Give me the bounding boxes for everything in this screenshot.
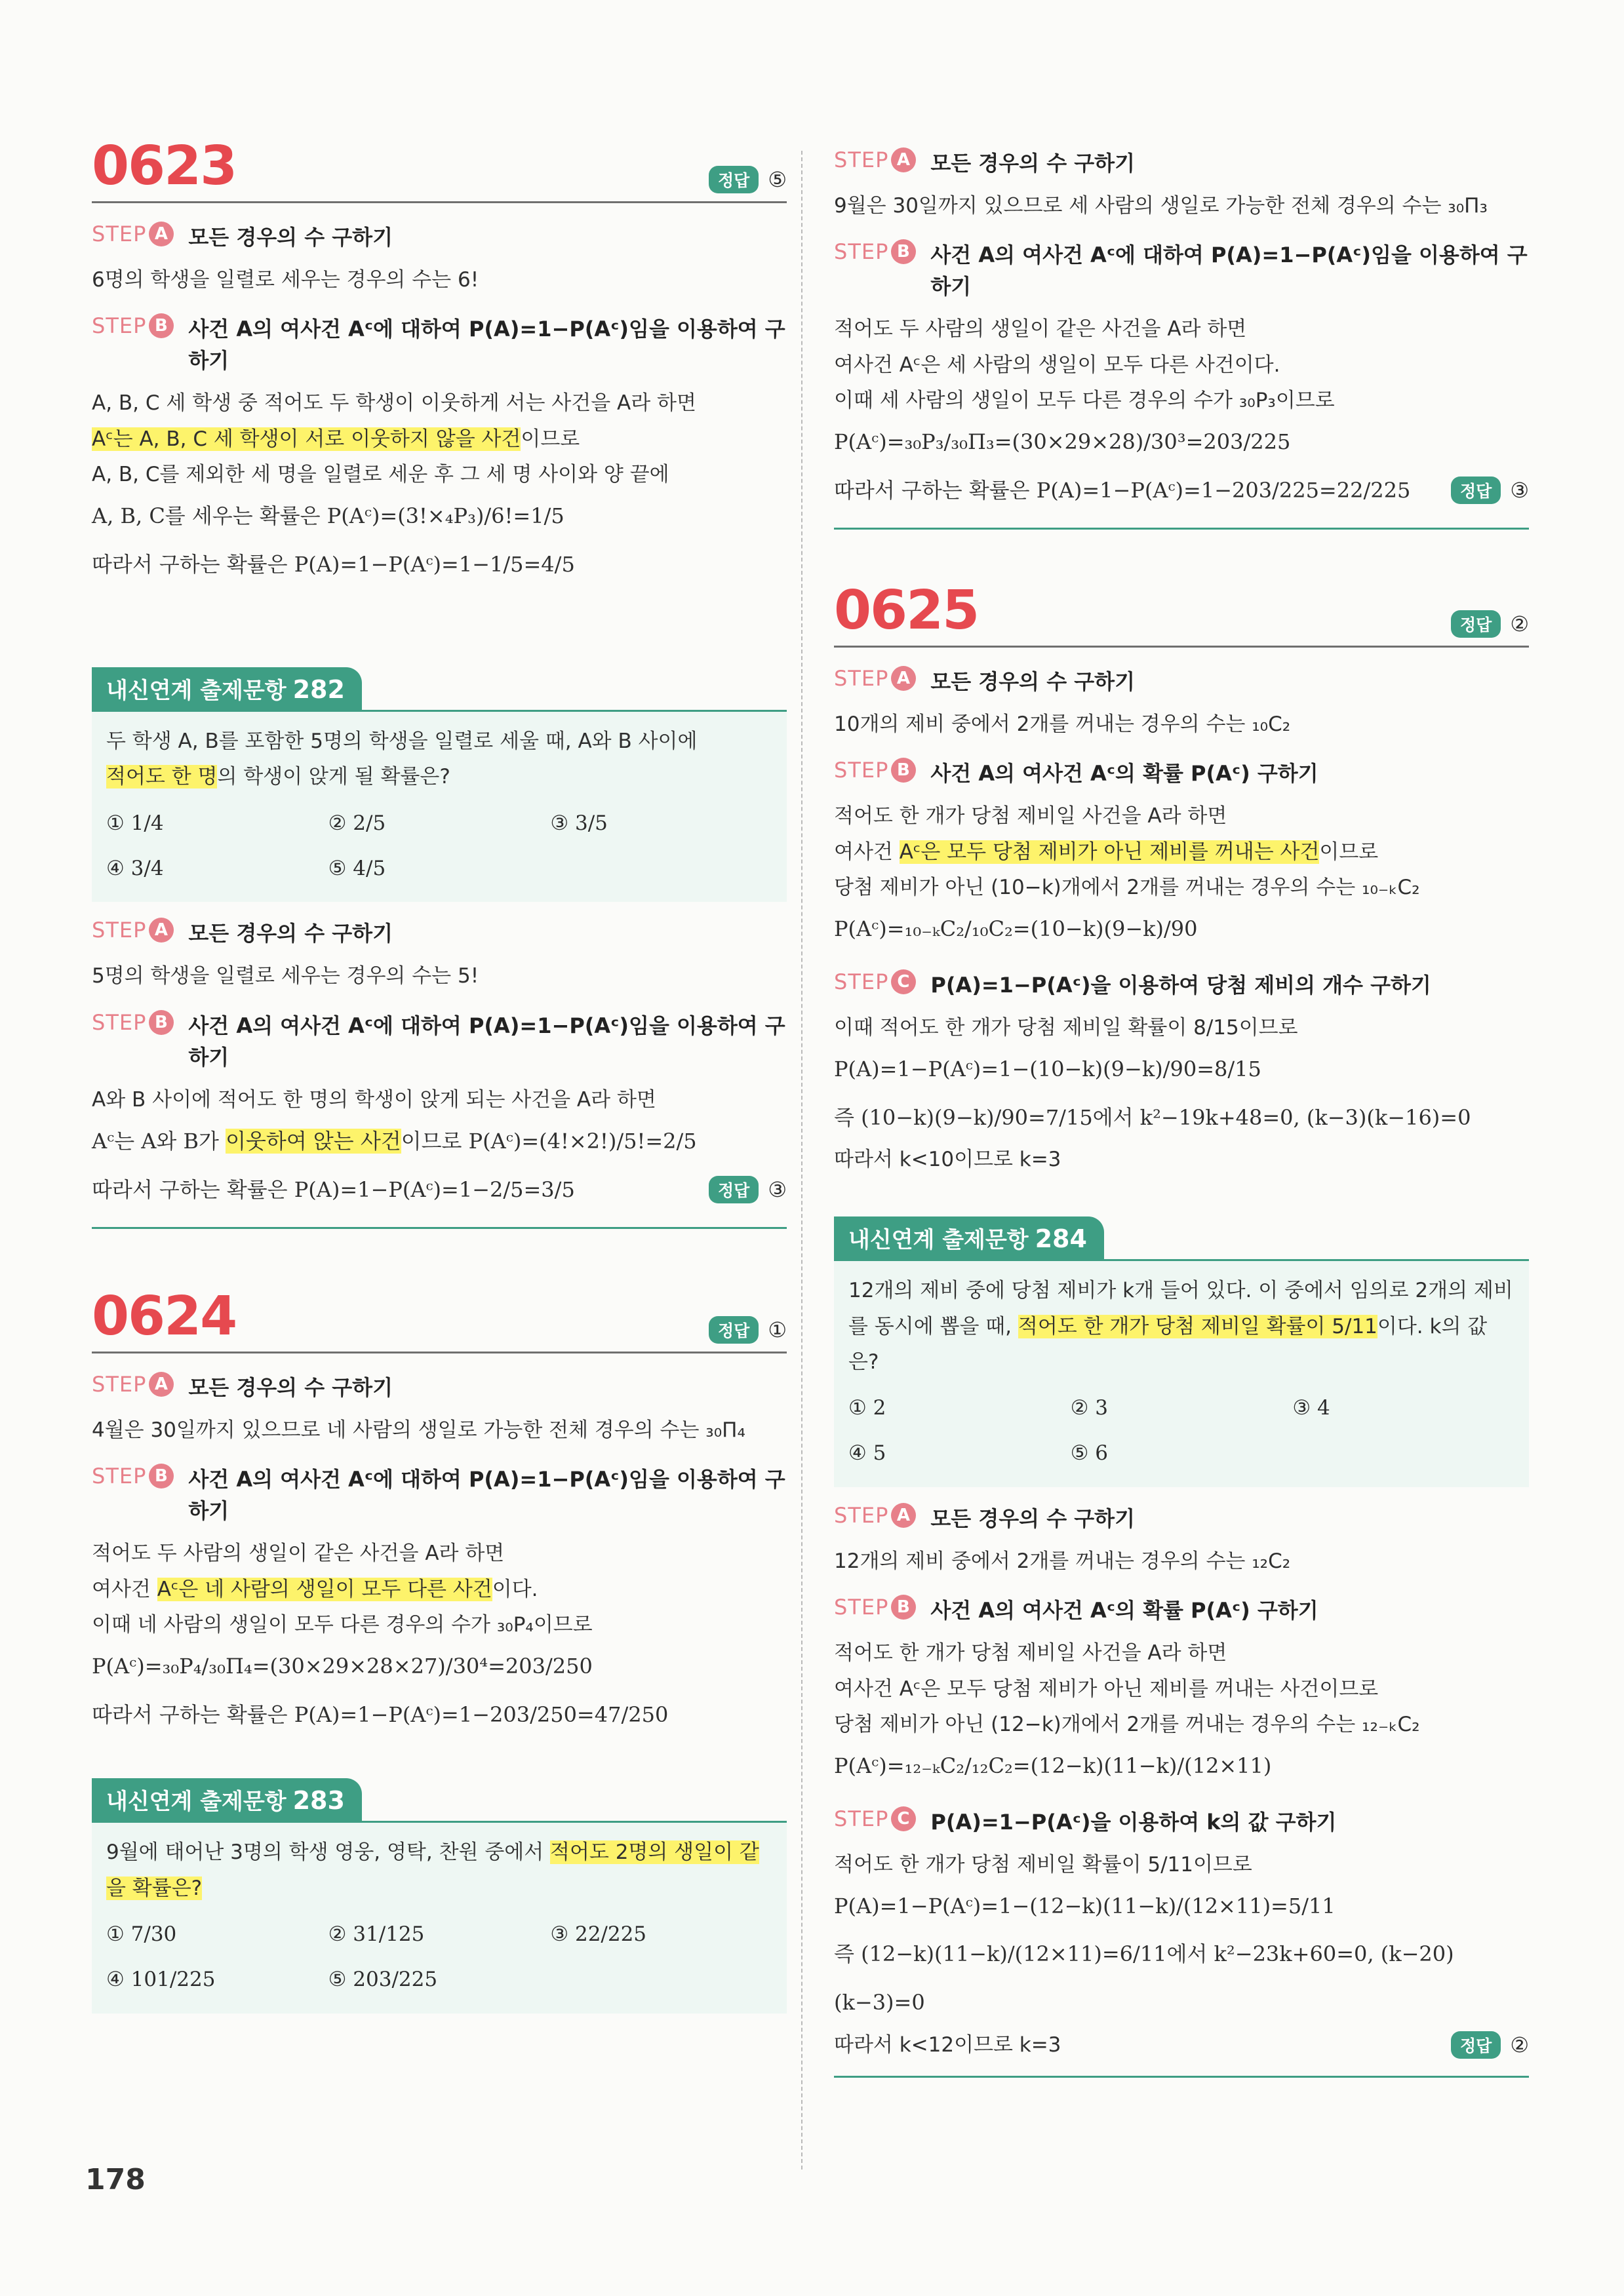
formula-line: 따라서 구하는 확률은 P(A)=1−P(Aᶜ)=1−203/225=22/225 — [834, 477, 1411, 503]
choice-5: ⑤ 6 — [1070, 1441, 1109, 1466]
box-body — [92, 710, 787, 902]
solution-284 — [834, 1503, 1529, 2078]
section-end-rule — [92, 1227, 787, 1229]
related-question-283 — [92, 1778, 787, 2013]
step-a: STEP A 모든 경우의 수 구하기 — [834, 1503, 1136, 1531]
step-tag: STEP B — [92, 313, 174, 338]
page-number: 178 — [85, 2163, 146, 2196]
formula-line: 즉 (10−k)(9−k)/90=7/15에서 k²−19k+48=0, (k−3)(k−16)=0 — [834, 1104, 1471, 1130]
formula-line: P(Aᶜ)=₃₀P₃/₃₀Π₃=(30×29×28)/30³=203/225 — [834, 429, 1291, 454]
solution-line: 여사건 Aᶜ은 세 사람의 생일이 모두 다른 사건이다. — [834, 353, 1280, 377]
step-b: STEP B 사건 A의 여사건 Aᶜ의 확률 P(Aᶜ) 구하기 — [834, 1595, 1318, 1624]
formula-line: 따라서 구하는 확률은 P(A)=1−P(Aᶜ)=1−1/5=4/5 — [92, 551, 575, 577]
step-a: STEP A 모든 경우의 수 구하기 — [92, 918, 393, 946]
solution-line: 당첨 제비가 아닌 (10−k)개에서 2개를 꺼내는 경우의 수는 ₁₀₋ₖC₂ — [834, 875, 1420, 899]
choice-3: ③ 3/5 — [550, 811, 608, 835]
solution-line: 이때 적어도 한 개가 당첨 제비일 확률이 8/15이므로 — [834, 1015, 1298, 1040]
choice-1: ① 7/30 — [106, 1922, 177, 1946]
section-end-rule — [834, 2076, 1529, 2078]
question-line: 9월에 태어난 3명의 학생 영웅, 영탁, 찬원 중에서 적어도 2명의 생일이 같을 확률은? — [106, 1840, 759, 1900]
choice-3: ③ 4 — [1292, 1396, 1330, 1420]
choice-list — [106, 1915, 772, 1999]
choice-list — [106, 804, 772, 888]
formula-line: P(Aᶜ)=₃₀P₄/₃₀Π₄=(30×29×28×27)/30⁴=203/250 — [92, 1654, 593, 1679]
solution-line: 4월은 30일까지 있으므로 네 사람의 생일로 가능한 전체 경우의 수는 ₃₀Π₄ — [92, 1418, 745, 1443]
answer-tag: 정답 ③ — [709, 1176, 787, 1203]
answer-tag: 정답 ② — [1451, 610, 1529, 638]
formula-line: P(A)=1−P(Aᶜ)=1−(10−k)(9−k)/90=8/15 — [834, 1057, 1261, 1082]
formula-line: P(A)=1−P(Aᶜ)=1−(12−k)(11−k)/(12×11)=5/11 — [834, 1893, 1336, 1918]
step-b: STEP B 사건 A의 여사건 Aᶜ의 확률 P(Aᶜ) 구하기 — [834, 758, 1318, 787]
problem-0624 — [92, 1281, 787, 1739]
step-title: 사건 A의 여사건 Aᶜ에 대하여 P(A)=1−P(Aᶜ)임을 이용하여 구하기 — [188, 317, 785, 374]
solution-line: 당첨 제비가 아닌 (12−k)개에서 2개를 꺼내는 경우의 수는 ₁₂₋ₖC₂ — [834, 1712, 1420, 1736]
column-divider — [801, 151, 802, 2170]
box-header: 내신연계 출제문항 283 — [92, 1778, 362, 1821]
solution-line: A, B, C를 제외한 세 명을 일렬로 세운 후 그 세 명 사이와 양 끝에 — [92, 462, 669, 486]
problem-0623 — [92, 131, 787, 589]
solution-line: 9월은 30일까지 있으므로 세 사람의 생일로 가능한 전체 경우의 수는 ₃₀Π₃ — [834, 194, 1488, 218]
answer-tag — [709, 166, 787, 193]
solution-line: 따라서 k<12이므로 k=3 — [834, 2033, 1061, 2057]
step-c: STEP C P(A)=1−P(Aᶜ)을 이용하여 k의 값 구하기 — [834, 1806, 1337, 1835]
answer-tag: 정답 ① — [709, 1316, 787, 1344]
solution-line: A와 B 사이에 적어도 한 명의 학생이 앉게 되는 사건을 A라 하면 — [92, 1087, 656, 1112]
step-a — [92, 222, 787, 253]
step-b — [92, 313, 787, 376]
solution-line: 여사건 Aᶜ은 모두 당첨 제비가 아닌 제비를 꺼내는 사건이므로 — [834, 1677, 1379, 1701]
question-line: 적어도 한 명의 학생이 앉게 될 확률은? — [106, 765, 450, 789]
choice-4: ④ 5 — [848, 1441, 886, 1466]
formula-line: P(Aᶜ)=₁₀₋ₖC₂/₁₀C₂=(10−k)(9−k)/90 — [834, 916, 1198, 942]
choice-4: ④ 3/4 — [106, 856, 164, 880]
formula-line: A, B, C를 세우는 확률은 P(Aᶜ)=(3!×₄P₃)/6!=1/5 — [92, 503, 564, 528]
solution-line: 12개의 제비 중에서 2개를 꺼내는 경우의 수는 ₁₂C₂ — [834, 1549, 1291, 1573]
step-title: 모든 경우의 수 구하기 — [188, 225, 393, 250]
step-a: STEP A 모든 경우의 수 구하기 — [834, 147, 1136, 176]
choice-1: ① 1/4 — [106, 811, 164, 835]
solution-line: 적어도 한 개가 당첨 제비일 사건을 A라 하면 — [834, 1641, 1227, 1665]
choice-5: ⑤ 4/5 — [328, 856, 386, 880]
choice-3: ③ 22/225 — [550, 1922, 647, 1946]
solution-line: 따라서 k<10이므로 k=3 — [834, 1148, 1061, 1172]
step-c: STEP C P(A)=1−P(Aᶜ)을 이용하여 당첨 제비의 개수 구하기 — [834, 969, 1431, 998]
choice-2: ② 2/5 — [328, 811, 386, 835]
solution-282 — [92, 918, 787, 1229]
box-header: 내신연계 출제문항 282 — [92, 667, 362, 710]
formula-line: P(Aᶜ)=₁₂₋ₖC₂/₁₂C₂=(12−k)(11−k)/(12×11) — [834, 1753, 1272, 1778]
step-a: STEP A 모든 경우의 수 구하기 — [92, 1372, 393, 1401]
right-column — [834, 147, 1529, 2078]
box-header: 내신연계 출제문항 284 — [834, 1216, 1104, 1259]
choice-5: ⑤ 203/225 — [328, 1967, 438, 1991]
solution-line: 적어도 한 개가 당첨 제비일 사건을 A라 하면 — [834, 804, 1227, 828]
formula-line: 따라서 구하는 확률은 P(A)=1−P(Aᶜ)=1−2/5=3/5 — [92, 1177, 575, 1202]
left-column — [92, 131, 787, 2025]
solution-line: 적어도 한 개가 당첨 제비일 확률이 5/11이므로 — [834, 1852, 1252, 1877]
solution-line: 6명의 학생을 일렬로 세우는 경우의 수는 6! — [92, 268, 479, 292]
answer-tag: 정답 ② — [1451, 2031, 1529, 2059]
box-body — [834, 1259, 1529, 1487]
solution-line: 여사건 Aᶜ은 네 사람의 생일이 모두 다른 사건이다. — [92, 1577, 538, 1601]
solution-line: 10개의 제비 중에서 2개를 꺼내는 경우의 수는 ₁₀C₂ — [834, 712, 1291, 737]
problem-0625 — [834, 575, 1529, 1177]
choice-4: ④ 101/225 — [106, 1967, 216, 1991]
answer-tag: 정답 ③ — [1451, 477, 1529, 504]
solution-line: 5명의 학생을 일렬로 세우는 경우의 수는 5! — [92, 964, 479, 988]
step-tag: STEP A — [92, 222, 174, 246]
solution-283 — [834, 147, 1529, 530]
choice-2: ② 31/125 — [328, 1922, 425, 1946]
step-a: STEP A 모든 경우의 수 구하기 — [834, 666, 1136, 695]
solution-line: Aᶜ는 A, B, C 세 학생이 서로 이웃하지 않을 사건이므로 — [92, 427, 580, 451]
choice-1: ① 2 — [848, 1396, 886, 1420]
formula-line: Aᶜ는 A와 B가 이웃하여 앉는 사건이므로 P(Aᶜ)=(4!×2!)/5!=2/5 — [92, 1128, 697, 1154]
answer-value: ⑤ — [768, 167, 787, 192]
solution-line: 이때 네 사람의 생일이 모두 다른 경우의 수가 ₃₀P₄이므로 — [92, 1612, 593, 1637]
formula-line: 즉 (12−k)(11−k)/(12×11)=6/11에서 k²−23k+60=0, (k−20)(k−3)=0 — [834, 1941, 1454, 2015]
choice-list — [848, 1389, 1515, 1473]
question-line: 를 동시에 뽑을 때, 적어도 한 개가 당첨 제비일 확률이 5/11이다. k의 값은? — [848, 1314, 1488, 1374]
choice-2: ② 3 — [1070, 1396, 1109, 1420]
solution-line: A, B, C 세 학생 중 적어도 두 학생이 이웃하게 서는 사건을 A라 하면 — [92, 391, 696, 416]
step-b: STEP B 사건 A의 여사건 Aᶜ에 대하여 P(A)=1−P(Aᶜ)임을 이용하여 구하기 — [92, 1464, 785, 1524]
section-end-rule — [834, 528, 1529, 530]
step-b: STEP B 사건 A의 여사건 Aᶜ에 대하여 P(A)=1−P(Aᶜ)임을 이용하여 구하기 — [92, 1009, 785, 1070]
problem-number: 0625 — [834, 579, 979, 642]
solution-line: 여사건 Aᶜ은 모두 당첨 제비가 아닌 제비를 꺼내는 사건이므로 — [834, 840, 1379, 864]
formula-line: 따라서 구하는 확률은 P(A)=1−P(Aᶜ)=1−203/250=47/250 — [92, 1702, 669, 1727]
solution-line: 이때 세 사람의 생일이 모두 다른 경우의 수가 ₃₀P₃이므로 — [834, 388, 1335, 412]
box-body — [92, 1821, 787, 2013]
problem-number: 0624 — [92, 1285, 237, 1348]
question-line: 12개의 제비 중에 당첨 제비가 k개 들어 있다. 이 중에서 임의로 2개의 제비 — [848, 1279, 1513, 1303]
answer-badge: 정답 — [709, 166, 759, 193]
solution-line: 적어도 두 사람의 생일이 같은 사건을 A라 하면 — [834, 317, 1247, 341]
problem-number: 0623 — [92, 135, 237, 197]
solution-line: 적어도 두 사람의 생일이 같은 사건을 A라 하면 — [92, 1542, 505, 1566]
highlight: Aᶜ는 A, B, C 세 학생이 서로 이웃하지 않을 사건 — [92, 427, 521, 451]
step-b: STEP B 사건 A의 여사건 Aᶜ에 대하여 P(A)=1−P(Aᶜ)임을 이용하여 구하기 — [834, 239, 1528, 300]
question-line: 두 학생 A, B를 포함한 5명의 학생을 일렬로 세울 때, A와 B 사이에 — [106, 730, 698, 754]
related-question-282 — [92, 667, 787, 902]
related-question-284 — [834, 1216, 1529, 1487]
